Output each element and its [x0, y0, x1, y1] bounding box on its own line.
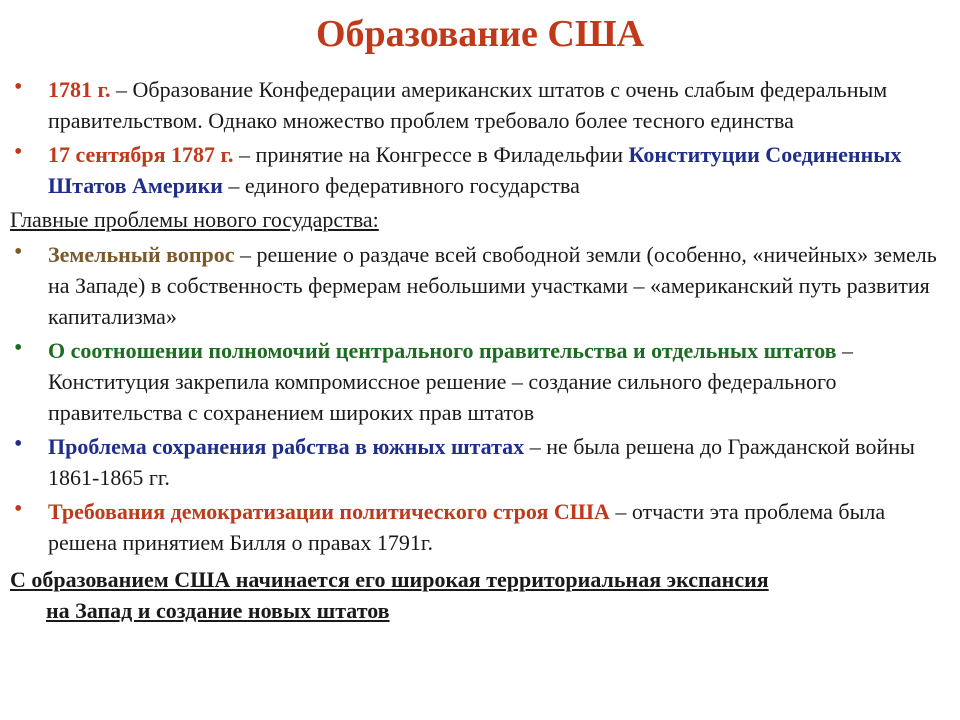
problem-item	[10, 335, 950, 428]
slide-title: Образование США	[315, 13, 645, 55]
item-date: 17 сентября 1787 г.	[48, 142, 234, 167]
bullet-icon: •	[14, 74, 23, 100]
item-text: – принятие на Конгрессе в Филадельфии	[233, 142, 629, 167]
problem-text: – отчасти эта проблема была решена принятием Билля о правах 1791г.	[48, 499, 886, 555]
item-text: – Образование Конфедерации американских штатов с очень слабым федеральным правительством. Однако множество проблем требовало более тесного единства	[48, 77, 888, 133]
conclusion-line-1: С образованием США начинается его широкая территориальная экспансия	[10, 567, 769, 592]
item-constitution: Конституции Соединенных Штатов Америки	[48, 142, 902, 198]
bullet-icon: •	[14, 496, 23, 522]
problem-title: О соотношении полномочий центрального правительства и отдельных штатов	[48, 338, 837, 363]
bullet-icon: •	[14, 431, 23, 457]
item-text-2: – единого федеративного государства	[222, 173, 580, 198]
problem-title: Требования демократизации политического строя США	[48, 499, 610, 524]
conclusion	[10, 564, 950, 626]
item-date: 1781 г.	[48, 77, 111, 102]
problem-item	[10, 239, 950, 332]
problem-text: – решение о раздаче всей свободной земли (особенно, «ничейных» земель на Западе) в собственность фермерам небольшими участками – «американский путь развития капитализма»	[48, 242, 937, 329]
conclusion-line-2: на Запад и создание новых штатов	[46, 598, 390, 623]
problem-text: – не была решена до Гражданской войны 1861-1865 гг.	[48, 434, 915, 490]
bullet-icon: •	[14, 139, 23, 165]
bullet-icon: •	[14, 335, 23, 361]
problem-item	[10, 431, 950, 493]
problem-text: – Конституция закрепила компромиссное решение – создание сильного федерального правительства с сохранением широких прав штатов	[48, 338, 854, 425]
problem-title: Земельный вопрос	[48, 242, 235, 267]
bullet-icon: •	[14, 239, 23, 265]
list-item	[10, 74, 950, 136]
problem-item	[10, 496, 950, 558]
section-heading: Главные проблемы нового государства:	[10, 207, 379, 232]
problem-title: Проблема сохранения рабства в южных штатах	[48, 434, 525, 459]
list-item	[10, 139, 950, 201]
slide-content	[10, 74, 950, 626]
